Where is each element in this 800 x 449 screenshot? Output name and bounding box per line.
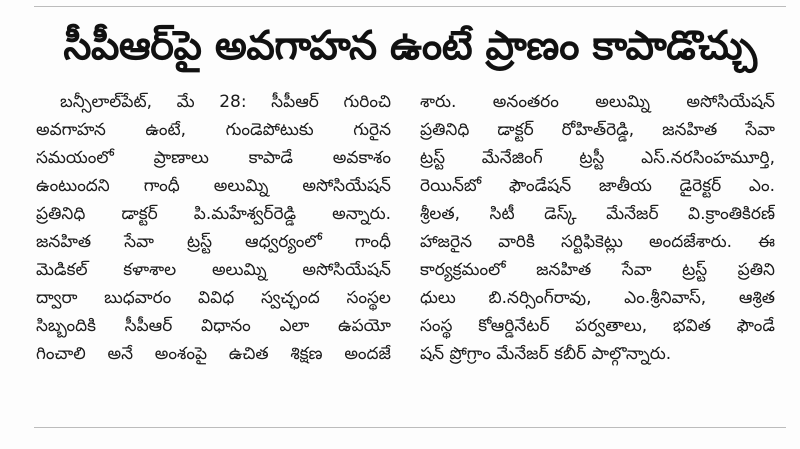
body-line: సిబ్బందికి సీపీఆర్‌ విధానం ఎలా ఉపయో [36,316,391,336]
body-line: రెయిన్‌బో ఫౌండేషన్‌ జాతీయ డైరెక్టర్‌ ఎం. [420,176,775,196]
body-line: బన్సీలాల్‌పేట్‌, మే 28: సీపీఆర్‌ గురించి [60,92,391,112]
body-line: ఉంటుందని గాంధీ అలుమ్ని అసోసియేషన్‌ [36,176,391,196]
body-line: ట్రస్ట్‌ మేనేజింగ్‌ ట్రస్టీ ఎస్‌.నరసింహమూర్తి, [420,148,775,168]
body-line: ప్రతినిధి డాక్టర్‌ పి.మహేశ్వర్‌రెడ్డి అన్నారు. [36,204,391,224]
top-rule [34,6,786,7]
body-line: షన్‌ ప్రోగ్రాం మేనేజర్‌ కబీర్‌ పాల్గొన్నారు. [420,344,672,364]
body-line: మెడికల్‌ కళాశాల అలుమ్ని అసోసియేషన్‌ [36,260,391,280]
headline: సీపీఆర్‌పై అవగాహన ఉంటే ప్రాణం కాపాడొచ్చు [63,23,757,69]
right-column [420,88,775,418]
body-line: హాజరైన వారికి సర్టిఫికెట్లు అందజేశారు. ఈ [420,232,775,252]
body-line: జనహిత సేవా ట్రస్ట్‌ ఆధ్వర్యంలో గాంధీ [36,232,391,252]
body-line: గించాలి అనే అంశంపై ఉచిత శిక్షణ అందజే [36,344,391,364]
body-line: శారు. అనంతరం అలుమ్ని అసోసియేషన్‌ [420,92,775,112]
body-line: సంస్థ కోఆర్డినేటర్‌ పర్వతాలు, భవిత ఫౌండే [420,316,775,336]
body-line: శ్రీలత, సిటీ డెస్క్‌ మేనేజర్‌ వి.క్రాంతికిరణ్‌ [420,204,775,224]
body-line: ధులు బి.నర్సింగ్‌రావు, ఎం.శ్రీనివాస్‌, ఆశ్రిత [420,288,775,308]
bottom-rule [34,427,786,428]
left-column [36,88,391,418]
body-line: కార్యక్రమంలో జనహిత సేవా ట్రస్ట్‌ ప్రతిని [420,260,775,280]
body-line: అవగాహన ఉంటే, గుండెపోటుకు గురైన [36,120,391,140]
body-line: ద్వారా బుధవారం వివిధ స్వచ్ఛంద సంస్థల [36,288,391,308]
body-line: ప్రతినిధి డాక్టర్‌ రోహిత్‌రెడ్డి, జనహిత సేవా [420,120,775,140]
body-line: సమయంలో ప్రాణాలు కాపాడే అవకాశం [36,148,391,168]
